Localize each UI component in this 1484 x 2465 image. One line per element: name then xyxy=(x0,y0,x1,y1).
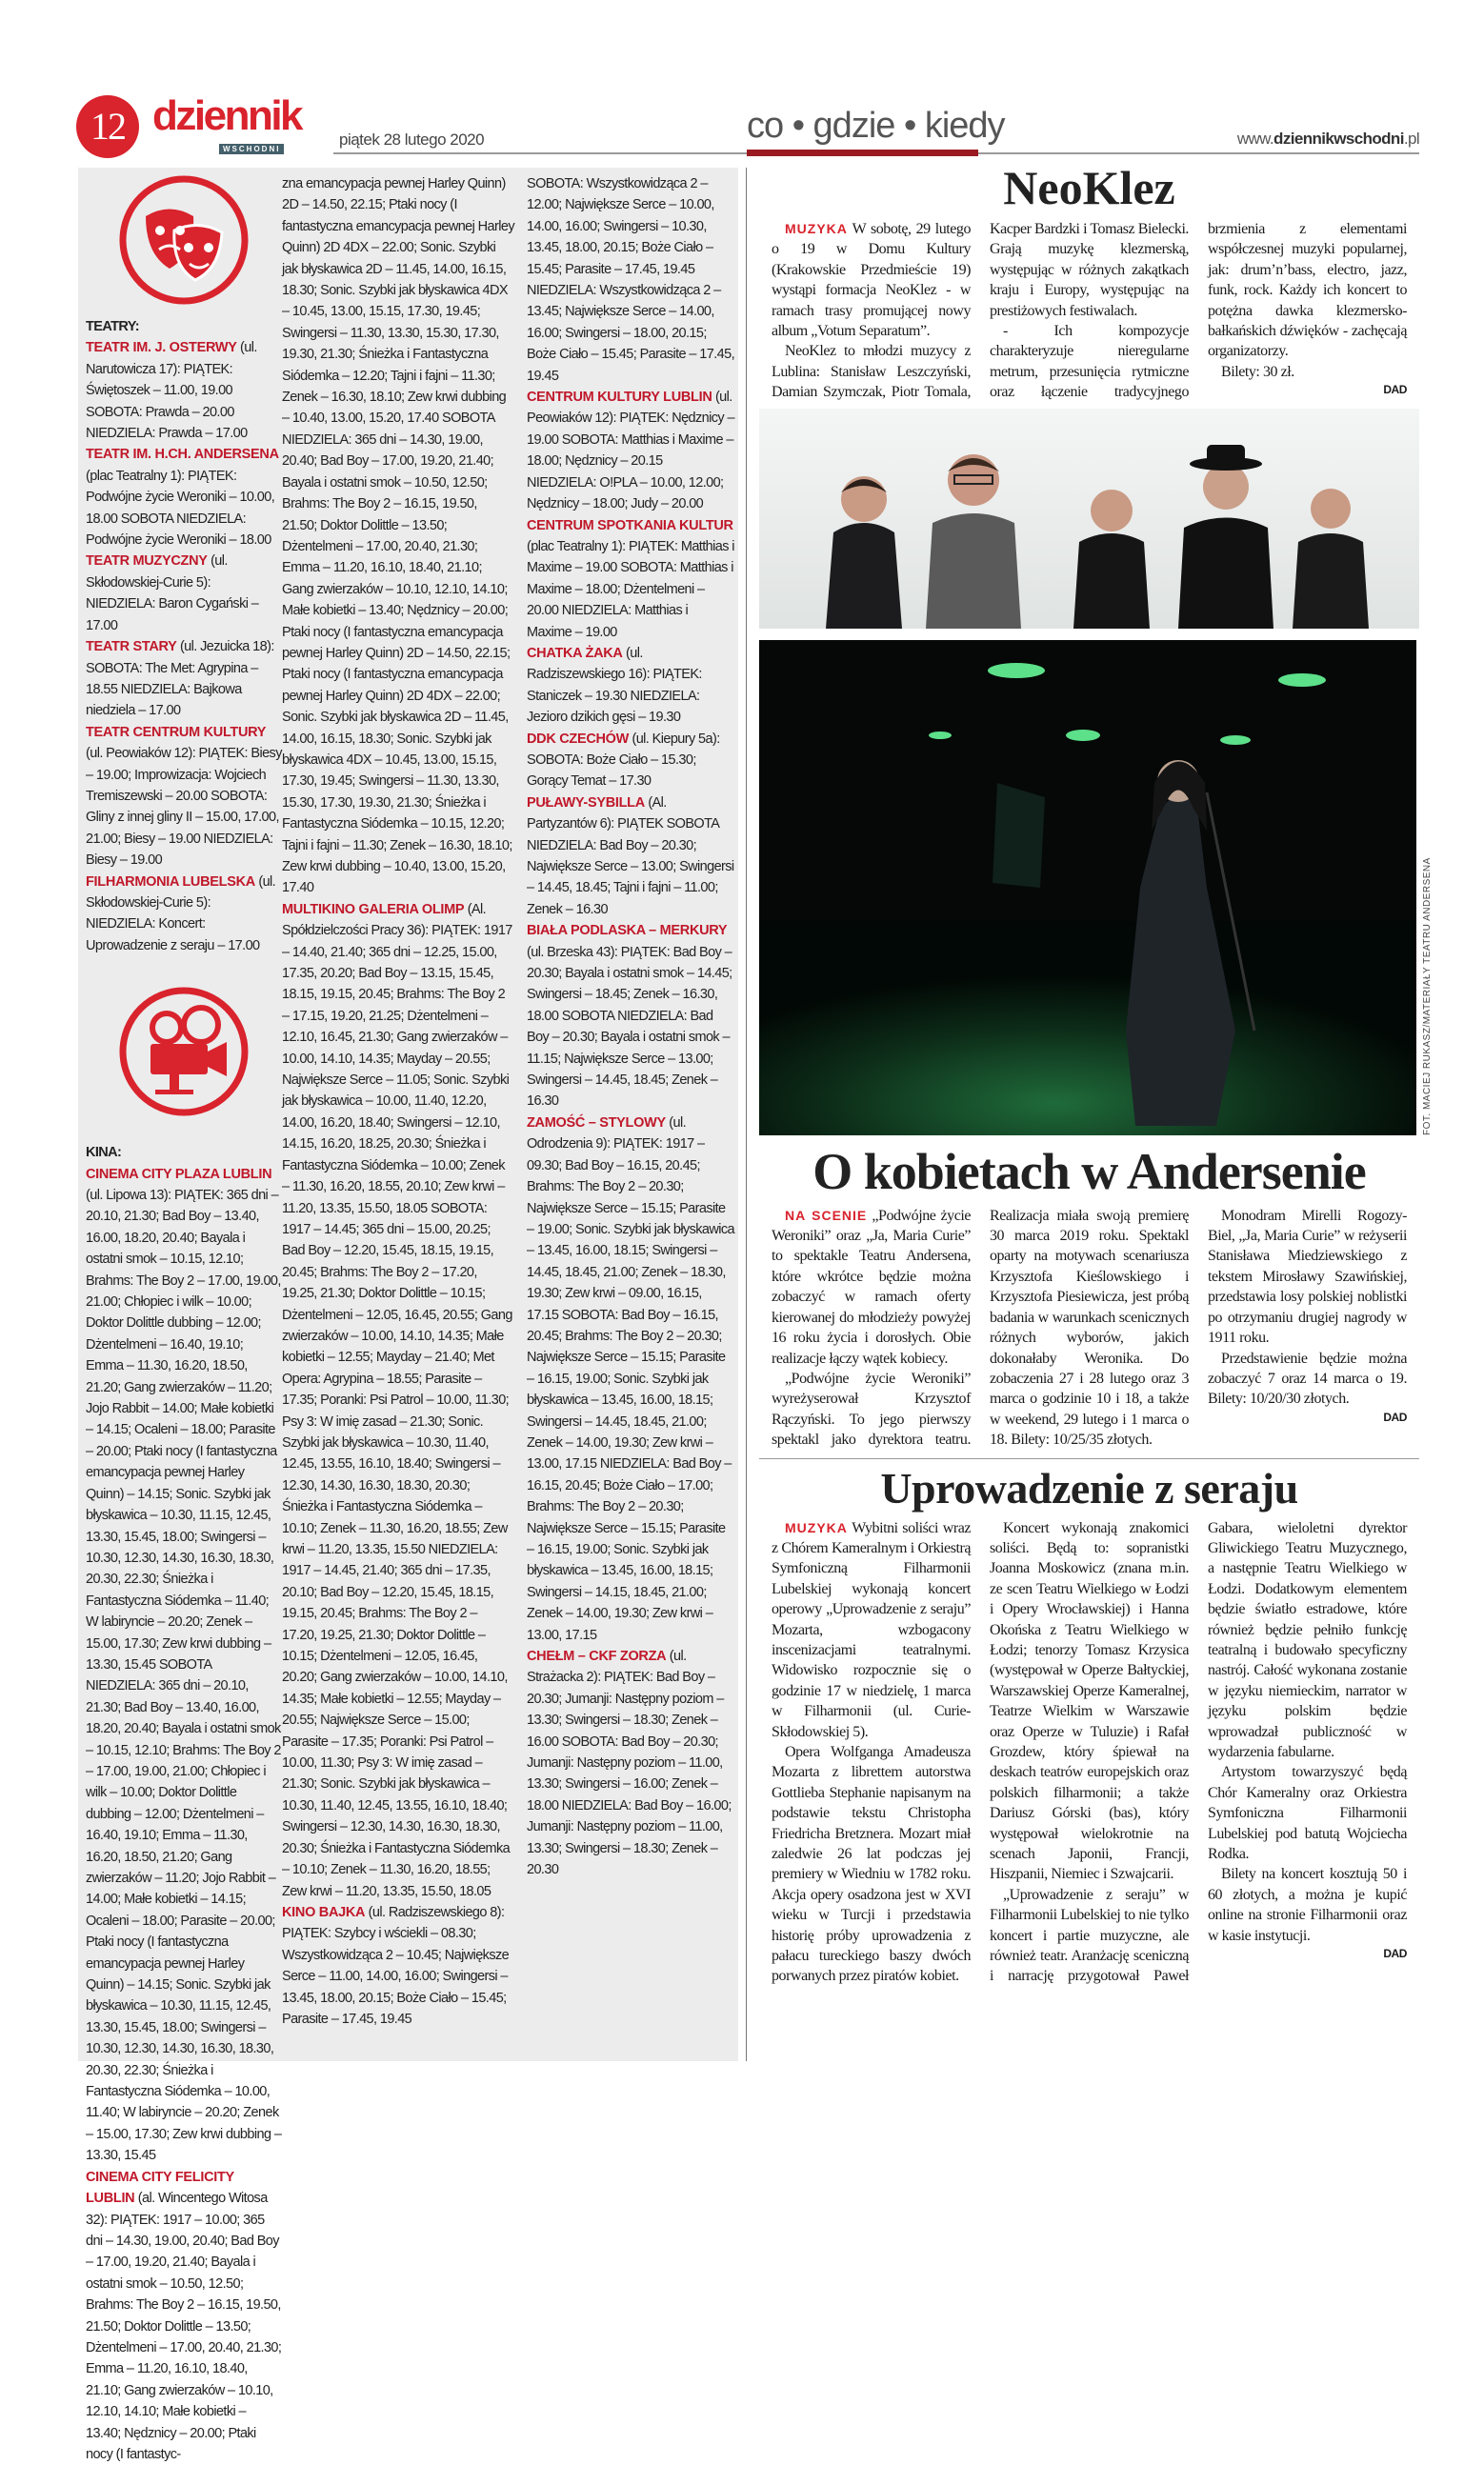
column-divider xyxy=(746,168,747,2061)
showtimes: (al. Wincentego Witosa 32): PIĄTEK: 1917 – 10.00; 365 dni – 14.30, 19.00, 20.40; Bad Boy – 17.00, 19.20, 21.40; Bayala i ostatni smok – 10.50, 12.50; Brahms: The Boy 2 – 16.15, 19.50, 21.50; Doktor Dolittle – 13.50; Dżentelmeni – 17.00, 20.40, 21.30; Emma – 11.20, 16.10, 18.40, 21.10; Gang zwierzaków – 10.10, 12.10, 14.10; Małe kobietki – 13.40; Nędznicy – 20.00; Ptaki nocy (I fantastyc- xyxy=(86,2191,282,2462)
url-suffix: .pl xyxy=(1403,130,1419,148)
venue-name: MULTIKINO GALERIA OLIMP xyxy=(282,901,465,917)
venue-name: BIAŁA PODLASKA – MERKURY xyxy=(527,923,728,939)
venue-listing xyxy=(527,920,734,1112)
author-signature: DAD xyxy=(1383,383,1407,397)
category-label: TEATRY: xyxy=(86,319,139,334)
showtimes: (ul. Strażacka 2): PIĄTEK: Bad Boy – 20.30; Jumanji: Następny poziom – 13.30; Swingersi – 18.30; Zenek – 16.00 SOBOTA: Bad Boy – 20.30; Jumanji: Następny poziom – 11.00, 13.30; Swingersi – 16.00; Zenek – 18.00 NIEDZIELA: Bad Boy – 16.00; Jumanji: Następny poziom – 11.00, 13.30; Swingersi – 18.30; Zenek – 20.30 xyxy=(527,1649,732,1878)
showtimes: SOBOTA: Wszystkowidząca 2 – 12.00; Największe Serce – 10.00, 14.00, 16.00; Swingersi – 10.30, 13.45, 18.00, 20.15; Boże Ciało – 15.45; Parasite – 17.45, 19.45 NIEDZIELA: Wszystkowidząca 2 – 13.45; Największe Serce – 14.00, 16.00; Swingersi – 18.00, 20.15; Boże Ciało – 15.45; Parasite – 17.45, 19.45 xyxy=(527,176,735,384)
venue-name: PUŁAWY-SYBILLA xyxy=(527,794,645,811)
listings-column-3 xyxy=(527,173,734,1881)
author-signature: DAD xyxy=(1383,1410,1407,1424)
showtimes: (ul. Skłodowskiej-Curie 5): NIEDZIELA: Koncert: Uprowadzenie z seraju – 17.00 xyxy=(86,873,276,953)
showtimes: (ul. Peowiaków 12): PIĄTEK: Nędznicy – 19.00 SOBOTA: Matthias i Maxime – 18.00; Nędznicy – 20.15 NIEDZIELA: O!PLA – 10.00, 12.00; Nędznicy – 18.00; Judy – 20.00 xyxy=(527,390,734,512)
page-number: 12 xyxy=(76,95,139,158)
showtimes: (ul. Brzeska 43): PIĄTEK: Bad Boy – 20.30; Bayala i ostatni smok – 14.45; Swingersi – 18.45; Zenek – 16.30, 18.00 SOBOTA NIEDZIELA: Bad Boy – 20.30; Bayala i ostatni smok – 11.15; Największe Serce – 13.00; Swingersi – 14.45, 18.45; Zenek – 16.30 xyxy=(527,944,732,1110)
stage-photo-block xyxy=(759,640,1433,1135)
seraj-headline: Uprowadzenie z seraju xyxy=(880,1463,1298,1513)
showtimes: zna emancypacja pewnej Harley Quinn) 2D – 14.50, 22.15; Ptaki nocy (I fantastyczna emancypacja pewnej Harley Quinn) 2D 4DX – 22.00; Sonic. Szybki jak błyskawica 2D – 11.45, 14.00, 16.15, 18.30; Sonic. Szybki jak błyskawica 4DX – 10.45, 13.00, 15.15, 17.30, 19.45; Swingersi – 11.30, 13.30, 15.30, 17.30, 19.30, 21.30; Śnieżka i Fantastyczna Siódemka – 12.20; Tajni i fajni – 11.30; Zenek – 16.30, 18.10; Zew krwi dubbing – 10.40, 13.00, 15.20, 17.40 SOBOTA NIEDZIELA: 365 dni – 14.30, 19.00, 20.40; Bad Boy – 17.00, 19.20, 21.40; Bayala i ostatni smok – 10.50, 12.50; Brahms: The Boy 2 – 16.15, 19.50, 21.50; Doktor Dolittle – 13.50; Dżentelmeni – 17.00, 20.40, 21.30; Emma – 11.20, 16.10, 18.40, 21.10; Gang zwierzaków – 10.10, 12.10, 14.10; Małe kobietki – 13.40; Nędznicy – 20.00; Ptaki nocy (I fantastyczna emancypacja pewnej Harley Quinn) 2D – 14.50, 22.15; Ptaki nocy (I fantastyczna emancypacja pewnej Harley Quinn) 2D 4DX – 22.00; Sonic. Szybki jak błyskawica 2D – 11.45, 14.00, 16.15, 18.30; Sonic. Szybki jak błyskawica 4DX – 10.45, 13.00, 15.15, 17.30, 19.45; Swingersi – 11.30, 13.30, 15.30, 17.30, 19.30, 21.30; Śnieżka i Fantastyczna Siódemka – 10.15, 12.20; Tajni i fajni – 11.30; Zenek – 16.30, 18.10; Zew krwi dubbing – 10.40, 13.00, 15.20, 17.40 xyxy=(282,176,514,896)
showtimes: (ul. Narutowicza 17): PIĄTEK: Świętoszek – 11.00, 19.00 SOBOTA: Prawda – 20.00 NIEDZIELA: Prawda – 17.00 xyxy=(86,340,257,442)
venue-listing xyxy=(527,1646,734,1880)
paragraph: Przedstawienie będzie można zobaczyć 7 oraz 14 marca o 19. Bilety: 10/20/30 złotych. xyxy=(1208,1350,1407,1408)
venue-listing xyxy=(282,899,514,1902)
venue-listing xyxy=(86,337,282,444)
paragraph: Koncert wykonają znakomici soliści. Będą to: sopranistki Joanna Moskowicz (znana m.in. ze scen Teatru Wielkiego w Łodzi i Opery Wrocławskiej) i Hanna Okońska z Teatru Wielkiego w Łodzi; tenorzy Tomasz Krzysica (występował w Operze Bałtyckiej, Warszawskiej Operze Kameralnej, Teatrze Wielkim w Warszawie oraz Operze w Tuluzie) i Rafał Grozdew, który śpiewał na deskach teatrów europejskich oraz polskich filharmonii; a także Dariusz Górski (bas), który występował wielokrotnie na scenach Japonii, Francji, Hiszpanii, Niemiec i Szwajcarii. xyxy=(990,1519,1189,1883)
venue-name: CHATKA ŻAKA xyxy=(527,645,623,661)
newspaper-logo: dziennik xyxy=(152,92,302,139)
url-prefix: www. xyxy=(1236,130,1274,148)
venue-name: CINEMA CITY FELICITY LUBLIN xyxy=(86,2169,234,2207)
venue-listing xyxy=(282,173,514,899)
paragraph: NeoKlez to młodzi muzycy z Lublina: Stanisław Leszczyński, Damian Szymczak, Piotr Tomala, Kacper Bardzki i Tomasz Bielecki. Grają muzykę klezmerską, występując w różnych zakątkach kraju i Europy, występując na prestiżowych festiwalach. xyxy=(772,221,1189,401)
newspaper-logo-sub: WSCHODNI xyxy=(219,144,284,154)
author-signature: DAD xyxy=(1383,1947,1407,1961)
paragraph: W sobotę, 29 lutego o 19 w Domu Kultury (Krakowskie Przedmieście 19) wystąpi formacja NeoKlez - w ramach trasy promującej nowy album „Votum Separatum”. xyxy=(772,221,971,340)
venue-listing xyxy=(86,872,282,957)
paragraph: Wybitni soliści wraz z Chórem Kameralnym i Orkiestrą Symfoniczną Filharmonii Lubelskiej wykonają koncert operowy „Uprowadzenie z seraju” Mozarta, wzbogacony inscenizacjami teatralnymi. Widowisko rozpocznie się o godzinie 17 w niedzielę, 1 marca w Filharmonii (ul. Curie-Skłodowskiej 5). xyxy=(772,1519,971,1740)
showtimes: (ul. Kiepury 5a): SOBOTA: Boże Ciało – 15.30; Gorący Temat – 17.30 xyxy=(527,731,720,790)
showtimes: (ul. Odrodzenia 9): PIĄTEK: 1917 – 09.30; Bad Boy – 16.15, 20.45; Brahms: The Boy 2 – 20.30; Największe Serce – 15.15; Parasite – 19.00; Sonic. Szybki jak błyskawica – 13.45, 16.00, 18.15; Swingersi – 14.45, 18.45, 21.00; Zenek – 18.30, 19.30; Zew krwi – 09.00, 16.15, 17.15 SOBOTA: Bad Boy – 16.15, 20.45; Brahms: The Boy 2 – 20.30; Największe Serce – 15.15; Parasite – 16.15, 19.00; Sonic. Szybki jak błyskawica – 13.45, 16.00, 18.15; Swingersi – 14.45, 18.45, 21.00; Zenek – 14.00, 19.30; Zew krwi – 13.00, 17.15 NIEDZIELA: Bad Boy – 16.15, 20.45; Boże Ciało – 17.00; Brahms: The Boy 2 – 20.30; Największe Serce – 15.15; Parasite – 16.15, 19.00; Sonic. Szybki jak błyskawica – 13.45, 16.00, 18.15; Swingersi – 14.15, 18.45, 21.00; Zenek – 14.00, 19.30; Zew krwi – 13.00, 17.15 xyxy=(527,1114,734,1643)
venue-listing xyxy=(527,387,734,514)
showtimes: (ul. Radziszewskiego 8): PIĄTEK: Szybcy i wściekli – 08.30; Wszystkowidząca 2 – 10.45; Największe Serce – 11.00, 14.00, 16.00; Swingersi – 13.45, 18.00, 20.15; Boże Ciało – 15.45; Parasite – 17.45, 19.45 xyxy=(282,1904,510,2027)
url-domain: dziennikwschodni xyxy=(1273,130,1404,148)
film-projector-icon xyxy=(86,956,282,1142)
venue-listing xyxy=(527,729,734,792)
neoklez-kicker: MUZYKA xyxy=(785,221,848,236)
paragraph: Monodram Mirelli Rogozy-Biel, „Ja, Maria Curie” w reżyserii Stanisława Miedziewskiego z tekstem Mirosławy Szawińskiej, przedstawia losy polskiej noblistki po otrzymaniu drugiej nagrody w 1911 roku. xyxy=(1208,1207,1407,1347)
showtimes: (ul. Radziszewskiego 16): PIĄTEK: Staniczek – 19.30 NIEDZIELA: Jezioro dzikich gęsi – 19.30 xyxy=(527,645,702,726)
venue-listing xyxy=(86,444,282,551)
venue-listing xyxy=(282,1902,514,2030)
venue-name: CENTRUM SPOTKANIA KULTUR xyxy=(527,517,733,533)
venue-listing xyxy=(527,643,734,729)
venue-name: KINO BAJKA xyxy=(282,1904,366,1920)
venue-listing xyxy=(527,1112,734,1646)
venue-listing xyxy=(86,722,282,872)
venue-name: ZAMOŚĆ – STYLOWY xyxy=(527,1114,666,1131)
venue-listing xyxy=(527,792,734,920)
paragraph: - Ich kompozycje charakteryzuje nieregularne metrum, przesunięcia rytmiczne oraz łączenie tradycyjnego brzmienia z elementami współczesnej muzyki popularnej, jak: drum’n’bass, electro, jazz, funk, rock. Każdy ich koncert to potężna dawka klezmersko-bałkańskich dźwięków - zachęcają organizatorzy. xyxy=(990,221,1407,401)
venue-name: CINEMA CITY PLAZA LUBLIN xyxy=(86,1166,272,1182)
showtimes: (ul. Jezuicka 18): SOBOTA: The Met: Agrypina – 18.55 NIEDZIELA: Bajkowa niedziela – 17.00 xyxy=(86,639,274,719)
listings-box xyxy=(78,168,738,2462)
paragraph: Bilety na koncert kosztują 50 i 60 złotych, a można je kupić online na stronie Filharmonii oraz w kasie instytucji. xyxy=(1208,1866,1407,1944)
theater-masks-icon xyxy=(86,173,282,316)
listings-column-1 xyxy=(86,173,282,2465)
venue-name: DDK CZECHÓW xyxy=(527,731,630,747)
article-divider xyxy=(759,1458,1419,1459)
stage-photo xyxy=(759,640,1416,1135)
venue-listing xyxy=(86,551,282,636)
venue-listing xyxy=(86,2167,282,2465)
newspaper-logo-block xyxy=(152,93,329,156)
seraj-article xyxy=(772,1518,1407,1987)
andersen-article xyxy=(772,1206,1407,1451)
paragraph: „Podwójne życie Weroniki” oraz „Ja, Maria Curie” to spektakle Teatru Andersena, które wkrótce będzie można zobaczyć w ramach oferty kierowanej do młodzieży powyżej 16 roku życia i dorosłych. Obie realizacje łączy wątek kobiecy. xyxy=(772,1207,972,1367)
paragraph: „Uprowadzenie z seraju” w Filharmonii Lubelskiej to nie tylko koncert i partie muzyczne, ale również teatr. Aranżację sceniczną i narrację przygotował Paweł Gabara, wieloletni dyrektor Gliwickiego Teatru Muzycznego, a następnie Teatru Wielkiego w Łodzi. Dodatkowym elementem będzie światło estradowe, które również będzie pełniło funkcję teatralną i budowało specyficzny nastrój. Całość wykonana zostanie w języku niemieckim, narrator w języku polskim będzie wprowadzał publiczność w wydarzenia fabularne. xyxy=(990,1519,1407,1985)
andersen-kicker: NA SCENIE xyxy=(785,1207,868,1223)
showtimes: (plac Teatralny 1): PIĄTEK: Podwójne życie Weroniki – 10.00, 18.00 SOBOTA NIEDZIELA: Podwójne życie Weroniki – 18.00 xyxy=(86,468,275,549)
seraj-kicker: MUZYKA xyxy=(785,1519,848,1535)
category-label: KINA: xyxy=(86,1145,122,1161)
venue-name: TEATR MUZYCZNY xyxy=(86,553,208,570)
venue-name: CENTRUM KULTURY LUBLIN xyxy=(527,390,712,406)
showtimes: (Al. Partyzantów 6): PIĄTEK SOBOTA NIEDZIELA: Bad Boy – 20.30; Największe Serce – 13.00; Swingersi – 14.45, 18.45; Tajni i fajni – 11.00; Zenek – 16.30 xyxy=(527,794,734,917)
paragraph: „Podwójne życie Weroniki” wyreżyserował Krzysztof Rączyński. To jego pierwszy spektakl jako dyrektora teatru. Realizacja miała swoją premierę 30 marca 2019 roku. Spektakl oparty na motywach scenariusza Krzysztofa Kieślowskiego i Krzysztofa Piesiewicza, jest próbą badania w warunkach scenicznych różnych wyborów, jakich dokonałaby Weronika. Do zobaczenia 27 i 28 lutego oraz 3 marca o godzinie 10 i 18, a także w weekend, 29 lutego i 1 marca o 18. Bilety: 10/25/35 złotych. xyxy=(772,1207,1189,1449)
paragraph: Artystom towarzyszyć będą Chór Kameralny oraz Orkiestra Symfoniczna Filharmonii Lubelskiej pod batutą Wojciecha Rodka. xyxy=(1208,1764,1407,1863)
neoklez-article xyxy=(772,219,1407,403)
venue-name: FILHARMONIA LUBELSKA xyxy=(86,873,255,890)
section-bar xyxy=(747,150,978,156)
photo-credit: FOT. MACIEJ RUKASZ/MATERIAŁY TEATRU ANDERSENA xyxy=(1422,856,1433,1135)
venue-listing xyxy=(527,515,734,643)
showtimes: (plac Teatralny 1): PIĄTEK: Matthias i Maxime – 19.00 SOBOTA: Matthias i Maxime – 18.00; Dżentelmeni – 20.00 NIEDZIELA: Matthias i Maxime – 19.00 xyxy=(527,538,734,640)
venue-name: TEATR CENTRUM KULTURY xyxy=(86,724,267,740)
band-photo xyxy=(759,409,1419,629)
paragraph: Opera Wolfganga Amadeusza Mozarta z librettem autorstwa Gottlieba Stephanie napisanym na podstawie tekstu Christopha Friedricha Bretznera. Mozart miał zaledwie 26 lat podczas jej premiery w Wiedniu w 1782 roku. Akcja opery osadzona jest w XVI wieku w Turcji i przedstawia historię próby uprowadzenia z pałacu tureckiego baszy dwóch porwanych przez piratów kobiet. xyxy=(772,1744,971,1985)
listings-column-2 xyxy=(282,173,514,2030)
issue-date: piątek 28 lutego 2020 xyxy=(339,130,485,149)
venue-listing xyxy=(86,1164,282,2167)
showtimes: (Al. Spółdzielczości Pracy 36): PIĄTEK: 1917 – 14.40, 21.40; 365 dni – 12.25, 15.00, 17.35, 20.20; Bad Boy – 13.15, 15.45, 18.15, 19.15, 20.45; Brahms: The Boy 2 – 17.15, 19.20, 21.25; Dżentelmeni – 12.10, 16.45, 21.30; Gang zwierzaków – 10.00, 14.10, 14.35; Mayday – 20.55; Największe Serce – 11.05; Sonic. Szybki jak błyskawica – 10.00, 11.40, 12.20, 14.00, 16.20, 18.40; Swingersi – 12.10, 14.15, 16.20, 18.25, 20.30; Śnieżka i Fantastyczna Siódemka – 10.00; Zenek – 11.30, 16.20, 18.55, 20.10; Zew krwi – 11.20, 13.35, 15.50, 18.05 SOBOTA: 1917 – 14.45; 365 dni – 15.00, 20.25; Bad Boy – 12.20, 15.45, 18.15, 19.15, 20.45; Brahms: The Boy 2 – 17.20, 19.25, 21.30; Doktor Dolittle – 10.15; Dżentelmeni – 12.05, 16.45, 20.55; Gang zwierzaków – 10.00, 14.10, 14.35; Małe kobietki – 12.55; Mayday – 21.40; Met Opera: Agrypina – 18.55; Parasite – 17.35; Poranki: Psi Patrol – 10.00, 11.30; Psy 3: W imię zasad – 21.30; Sonic. Szybki jak błyskawica – 10.30, 11.40, 12.45, 13.55, 16.10, 18.40; Swingersi – 12.30, 14.30, 16.30, 18.30, 20.30; Śnieżka i Fantastyczna Siódemka – 10.10; Zenek – 11.30, 16.20, 18.55; Zew krwi – 11.20, 13.35, 15.50 NIEDZIELA: 1917 – 14.45, 21.40; 365 dni – 17.35, 20.10; Bad Boy – 12.20, 15.45, 18.15, 19.15, 20.45; Brahms: The Boy 2 – 17.20, 19.25, 21.30; Doktor Dolittle – 10.15; Dżentelmeni – 12.05, 16.45, 20.20; Gang zwierzaków – 10.00, 14.10, 14.35; Małe kobietki – 12.55; Mayday – 20.55; Największe Serce – 15.00; Parasite – 17.35; Poranki: Psi Patrol – 10.00, 11.30; Psy 3: W imię zasad – 21.30; Sonic. Szybki jak błyskawica – 10.30, 11.40, 12.45, 13.55, 16.10, 18.40; Swingersi – 12.30, 14.30, 16.30, 18.30, 20.30; Śnieżka i Fantastyczna Siódemka – 10.10; Zenek – 11.30, 16.20, 18.55; Zew krwi – 11.20, 13.35, 15.50, 18.05 xyxy=(282,901,512,1899)
venue-name: TEATR IM. H.CH. ANDERSENA xyxy=(86,447,279,463)
venue-name: TEATR STARY xyxy=(86,639,177,655)
website-url[interactable] xyxy=(1219,130,1419,149)
articles-column xyxy=(759,160,1433,1987)
showtimes: (ul. Skłodowskiej-Curie 5): NIEDZIELA: Baron Cygański – 17.00 xyxy=(86,553,259,633)
andersen-headline: O kobietach w Andersenie xyxy=(812,1142,1366,1200)
venue-name: TEATR IM. J. OSTERWY xyxy=(86,340,237,356)
paragraph: Bilety: 30 zł. xyxy=(1221,363,1294,380)
showtimes: (ul. Lipowa 13): PIĄTEK: 365 dni – 20.10, 21.30; Bad Boy – 13.40, 16.00, 18.20, 20.40; Bayala i ostatni smok – 10.15, 12.10; Brahms: The Boy 2 – 17.00, 19.00, 21.00; Chłopiec i wilk – 10.00; Doktor Dolittle dubbing – 12.00; Dżentelmeni – 16.40, 19.10; Emma – 11.30, 16.20, 18.50, 21.20; Gang zwierzaków – 11.20; Jojo Rabbit – 14.00; Małe kobietki – 14.15; Ocaleni – 18.00; Parasite – 20.00; Ptaki nocy (I fantastyczna emancypacja pewnej Harley Quinn) – 14.15; Sonic. Szybki jak błyskawica – 10.30, 11.15, 12.45, 13.30, 15.45, 18.00; Swingersi – 10.30, 12.30, 14.30, 16.30, 18.30, 20.30, 22.30; Śnieżka i Fantastyczna Siódemka – 11.40; W labiryncie – 20.20; Zenek – 15.00, 17.30; Zew krwi dubbing – 13.30, 15.45 SOBOTA NIEDZIELA: 365 dni – 20.10, 21.30; Bad Boy – 13.40, 16.00, 18.20, 20.40; Bayala i ostatni smok – 10.15, 12.10; Brahms: The Boy 2 – 17.00, 19.00, 21.00; Chłopiec i wilk – 10.00; Doktor Dolittle dubbing – 12.00; Dżentelmeni – 16.40, 19.10; Emma – 11.30, 16.20, 18.50, 21.20; Gang zwierzaków – 11.20; Jojo Rabbit – 14.00; Małe kobietki – 14.15; Ocaleni – 18.00; Parasite – 20.00; Ptaki nocy (I fantastyczna emancypacja pewnej Harley Quinn) – 14.15; Sonic. Szybki jak błyskawica – 10.30, 11.15, 12.45, 13.30, 15.45, 18.00; Swingersi – 10.30, 12.30, 14.30, 16.30, 18.30, 20.30, 22.30; Śnieżka i Fantastyczna Siódemka – 10.00, 11.40; W labiryncie – 20.20; Zenek – 15.00, 17.30; Zew krwi dubbing – 13.30, 15.45 xyxy=(86,1188,282,2164)
venue-listing xyxy=(86,636,282,722)
showtimes: (ul. Peowiaków 12): PIĄTEK: Biesy – 19.00; Improwizacja: Wojciech Tremiszewski – 20.00 SOBOTA: Gliny z innej gliny II – 15.00, 17.00, 21.00; Biesy – 19.00 NIEDZIELA: Biesy – 19.00 xyxy=(86,746,282,869)
neoklez-headline: NeoKlez xyxy=(1003,161,1175,214)
venue-listing xyxy=(527,173,734,387)
venue-name: CHEŁM – CKF ZORZA xyxy=(527,1649,667,1665)
section-title: co • gdzie • kiedy xyxy=(747,106,1005,146)
